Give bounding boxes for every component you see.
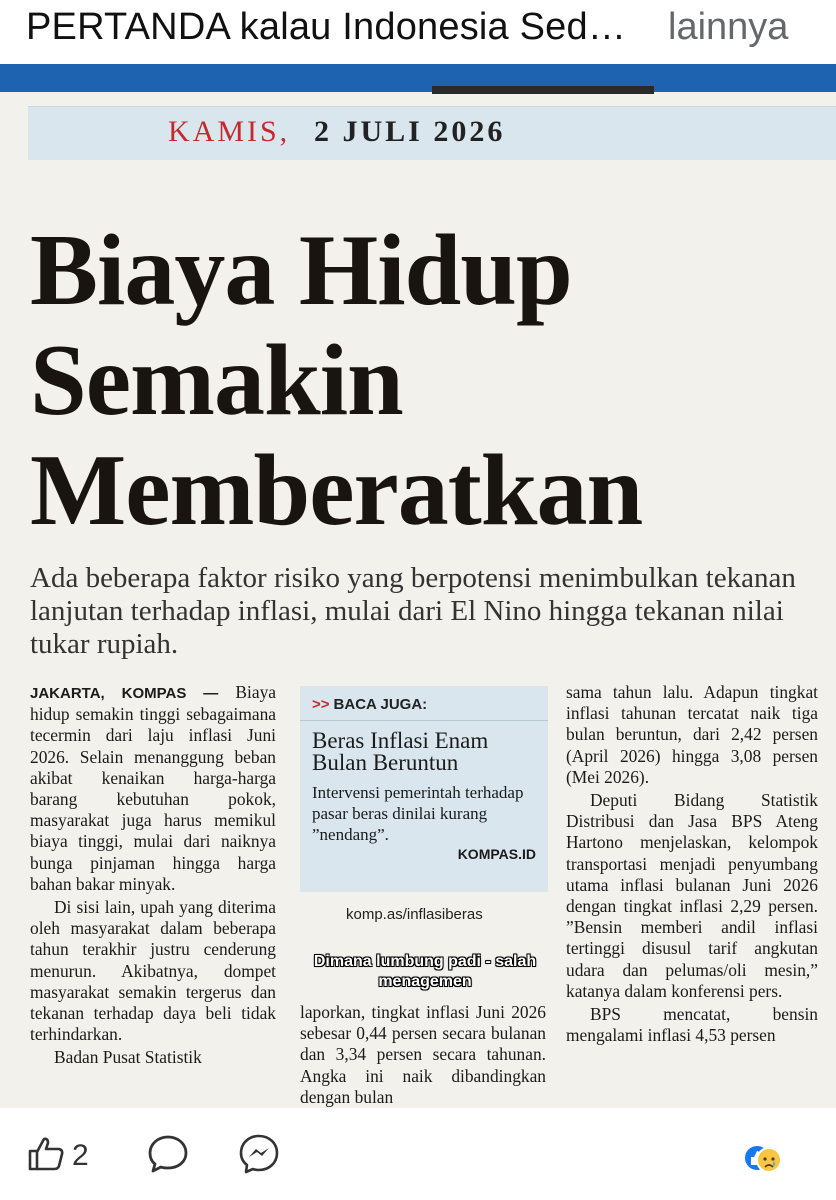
date-value: 2 JULI 2026 [314,115,506,148]
see-more-link[interactable]: lainnya [668,6,789,48]
headline [30,216,642,546]
reactions-summary[interactable] [742,1138,782,1178]
baca-juga-text: Intervensi pemerintah terhadap pasar beras dinilai kurang ”nendang”. [312,783,524,844]
overlay-caption: Dimana lumbung padi - salah menagemen [313,953,537,990]
divider [300,720,548,721]
headline-line: Semakin [30,324,403,437]
baca-juga-source: KOMPAS.ID [457,846,536,862]
short-link: komp.as/inflasiberas [346,906,483,923]
arrows-icon: >> [312,696,330,713]
paragraph: Di sisi lain, upah yang diterima oleh masyarakat dalam beberapa tahun terakhir justru cenderung menurun. Akibatnya, dompet masyarakat semakin tergerus dan tekanan terhadap daya beli tidak terhindarkan. [30,897,276,1045]
baca-juga-box[interactable] [300,686,548,892]
paragraph: BPS mencatat, bensin mengalami inflasi 4,53 persen [566,1004,818,1046]
newspaper-clipping-image[interactable] [0,64,836,1108]
action-bar [0,1108,836,1200]
comment-button[interactable] [146,1136,190,1176]
date-band [28,106,836,160]
comment-icon [146,1133,190,1180]
messenger-icon [238,1133,280,1180]
like-button[interactable] [26,1136,89,1176]
article-column-3 [566,682,818,1048]
article-column-2: laporkan, tingkat inflasi Juni 2026 sebesar 0,44 persen secara bulanan dan 3,34 persen secara tahunan. Angka ini naik dibandingkan dengan bulan [300,1002,546,1107]
baca-juga-label-text: BACA JUGA: [333,696,428,713]
sad-reaction-icon [757,1148,781,1172]
paragraph: Badan Pusat Statistik [54,1047,202,1068]
paragraph-text: Biaya hidup semakin tinggi sebagaimana tecermin dari laju inflasi Juni 2026. Selain menanggung beban akibat kenaikan harga-harga barang kebutuhan pokok, masyarakat juga harus memikul biaya tinggi, mulai dari naiknya bunga pinjaman hingga harga bahan bakar minyak. [30,682,276,894]
like-count: 2 [72,1139,89,1172]
date-day: KAMIS, [168,115,291,148]
messenger-button[interactable] [238,1136,280,1176]
post-title[interactable]: PERTANDA kalau Indonesia Sed… [26,6,627,48]
lede: Ada beberapa faktor risiko yang berpotensi menimbulkan tekanan lanjutan terhadap inflasi, mulai dari El Nino hingga tekanan nilai tukar rupiah. [30,562,796,660]
thumbs-up-icon [26,1134,66,1179]
dateline: JAKARTA, KOMPAS — [30,685,219,702]
baca-juga-title: Beras Inflasi Enam Bulan Beruntun [312,728,489,775]
headline-line: Biaya Hidup [30,214,572,327]
paragraph [30,682,276,895]
paragraph: Deputi Bidang Statistik Distribusi dan Jasa BPS Ateng Hartono menjelaskan, kelompok transportasi menjadi penyumbang utama inflasi bulanan Juni 2026 dengan tingkat inflasi 2,29 persen. ”Bensin memberi andil inflasi tertinggi disusul tarif angkutan udara dan pelumas/oli mesin,” katanya dalam konferensi pers. [566,790,818,1001]
headline-line: Memberatkan [30,434,643,547]
photo-strip [432,86,654,94]
baca-juga-label [312,696,427,713]
post-header [0,0,836,64]
paragraph: sama tahun lalu. Adapun tingkat inflasi tahunan tercatat naik tiga bulan beruntun, dari 2,42 persen (April 2026) hingga 3,08 persen (Mei 2026). [566,682,818,787]
article-column-1 [30,682,276,1071]
masthead-band [0,64,836,92]
